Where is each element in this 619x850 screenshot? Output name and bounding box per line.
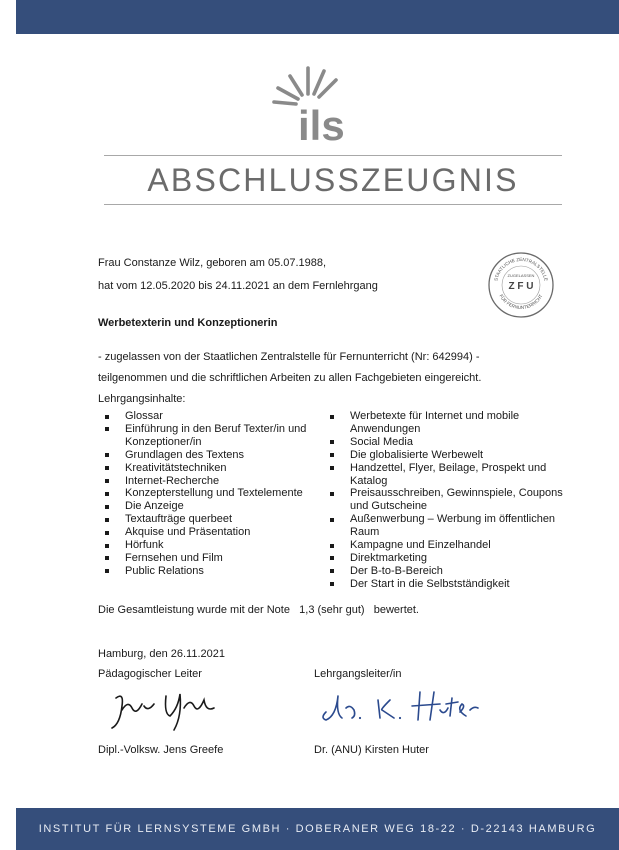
right-signer-name: Dr. (ANU) Kirsten Huter: [314, 744, 429, 756]
approval-line: - zugelassen von der Staatlichen Zentralstelle für Fernunterricht (Nr: 642994) -: [98, 351, 480, 363]
zfu-seal: [487, 251, 555, 319]
list-item: Akquise und Präsentation: [98, 526, 320, 539]
list-item: Internet-Recherche: [98, 475, 320, 488]
contents-label: Lehrgangsinhalte:: [98, 393, 186, 405]
list-item: Der B-to-B-Bereich: [323, 565, 568, 578]
left-signer-name: Dipl.-Volksw. Jens Greefe: [98, 744, 224, 756]
list-item: Glossar: [98, 410, 320, 423]
place-date: Hamburg, den 26.11.2021: [98, 648, 225, 660]
list-item: Public Relations: [98, 565, 320, 578]
title-rule-top: [104, 155, 562, 156]
list-item: Social Media: [323, 436, 568, 449]
left-signature: [108, 686, 228, 734]
footer-address: INSTITUT FÜR LERNSYSTEME GMBH · DOBERANER WEG 18-22 · D-22143 HAMBURG: [38, 823, 597, 835]
grade-prefix: Die Gesamtleistung wurde mit der Note: [98, 604, 290, 616]
ils-logo: [268, 64, 368, 146]
top-band: [16, 0, 619, 34]
list-item: Kampagne und Einzelhandel: [323, 539, 568, 552]
list-item: Außenwerbung – Werbung im öffentlichen Raum: [323, 513, 568, 539]
list-item: Die Anzeige: [98, 500, 320, 513]
grade-statement: [98, 604, 419, 616]
contents-list-right: [323, 410, 568, 591]
list-item: Die globalisierte Werbewelt: [323, 449, 568, 462]
list-item: Werbetexte für Internet und mobile Anwendungen: [323, 410, 568, 436]
list-item: Direktmarketing: [323, 552, 568, 565]
seal-letters: Z F U: [508, 281, 534, 292]
right-signer-role: Lehrgangsleiter/in: [314, 668, 402, 680]
sun-rays-icon: [274, 68, 336, 104]
list-item: Handzettel, Flyer, Beilage, Prospekt und Katalog: [323, 462, 568, 488]
grade-suffix: bewertet.: [373, 604, 419, 616]
list-item: Grundlagen des Textens: [98, 449, 320, 462]
seal-small-label: ZUGELASSEN: [507, 273, 535, 278]
list-item: Textaufträge querbeet: [98, 513, 320, 526]
logo-wordmark: ils: [298, 102, 345, 146]
list-item: Fernsehen und Film: [98, 552, 320, 565]
period-line: hat vom 12.05.2020 bis 24.11.2021 an dem Fernlehrgang: [98, 280, 378, 292]
list-item: Der Start in die Selbstständigkeit: [323, 578, 568, 591]
participation-line: teilgenommen und die schriftlichen Arbeiten zu allen Fachgebieten eingereicht.: [98, 372, 482, 384]
left-signer-role: Pädagogischer Leiter: [98, 668, 202, 680]
grade-value: 1,3 (sehr gut): [299, 604, 365, 616]
list-item: Kreativitätstechniken: [98, 462, 320, 475]
list-item: Einführung in den Beruf Texter/in und Konzeptioner/in: [98, 423, 320, 449]
document-title: ABSCHLUSSZEUGNIS: [147, 162, 519, 198]
list-item: Konzepterstellung und Textelemente: [98, 487, 320, 500]
right-signature: [316, 686, 488, 726]
contents-list-left: [98, 410, 320, 578]
title-rule-bottom: [104, 204, 562, 205]
student-line: Frau Constanze Wilz, geboren am 05.07.1988,: [98, 257, 327, 269]
footer-band: [16, 808, 619, 850]
seal-arc-bottom: FÜR FERNUNTERRICHT: [498, 293, 544, 311]
list-item: Hörfunk: [98, 539, 320, 552]
list-item: Preisausschreiben, Gewinnspiele, Coupons und Gutscheine: [323, 487, 568, 513]
course-name: Werbetexterin und Konzeptionerin: [98, 317, 278, 329]
seal-arc-top: STAATLICHE ZENTRALSTELLE: [493, 256, 549, 282]
